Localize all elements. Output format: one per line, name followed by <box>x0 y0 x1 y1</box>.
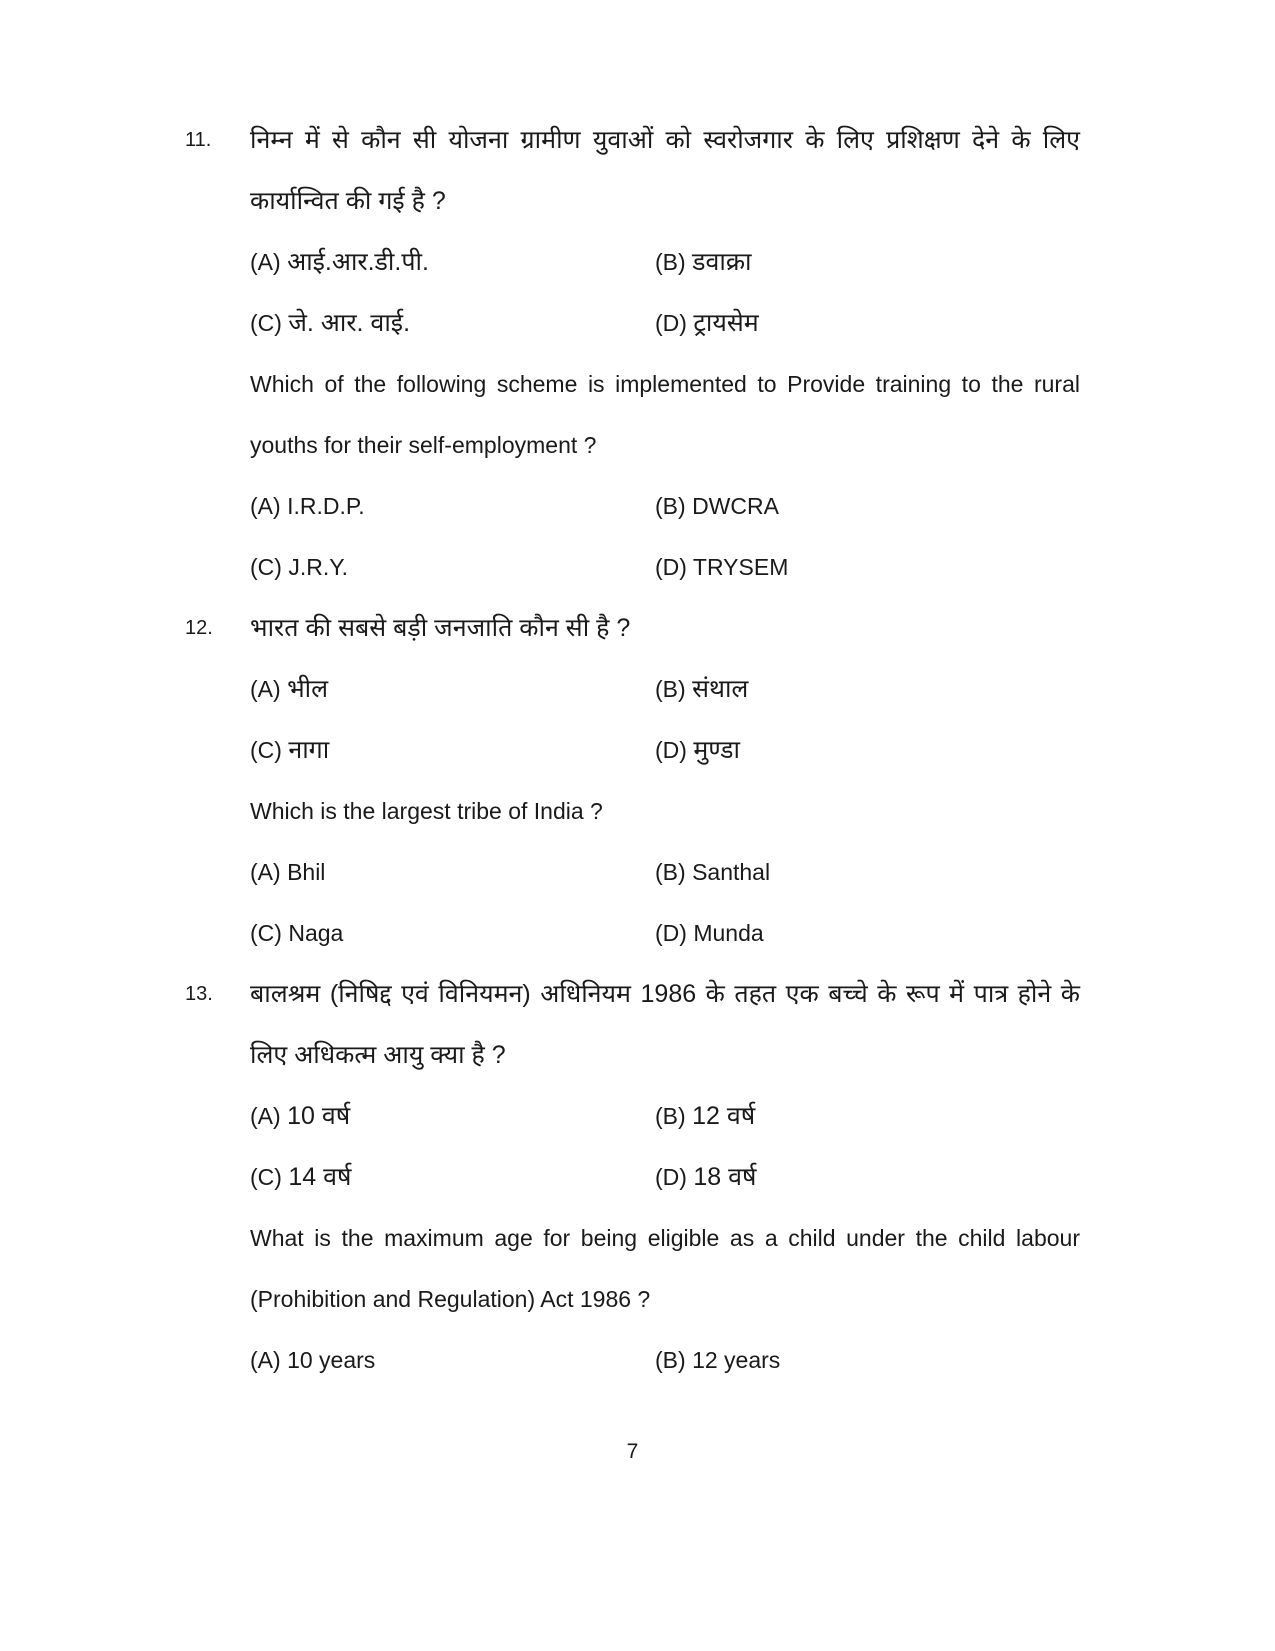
option-text: आई.आर.डी.पी. <box>287 248 429 276</box>
option-text: I.R.D.P. <box>287 493 365 519</box>
option-label: (D) <box>655 737 687 763</box>
option-text: Munda <box>693 920 764 946</box>
option-a <box>250 476 655 537</box>
option-label: (D) <box>655 1164 687 1190</box>
option-label: (B) <box>655 859 686 885</box>
option-c <box>250 1147 655 1208</box>
option-label: (C) <box>250 1164 282 1190</box>
question-number: 13. <box>185 983 213 1005</box>
option-c <box>250 293 655 354</box>
option-label: (A) <box>250 493 281 519</box>
option-b <box>655 232 1080 293</box>
question-number: 12. <box>185 617 213 639</box>
options-english <box>250 842 1080 964</box>
question-text-english: Which of the following scheme is implemented to Provide training to the rural youths for their self-employment ? <box>250 371 1080 458</box>
option-text: J.R.Y. <box>288 554 348 580</box>
option-text: 18 वर्ष <box>693 1163 757 1191</box>
option-a <box>250 1086 655 1147</box>
option-label: (D) <box>655 554 687 580</box>
options-hindi <box>250 659 1080 781</box>
option-text: Bhil <box>287 859 326 885</box>
page-number: 7 <box>626 1440 639 1463</box>
option-label: (B) <box>655 249 686 275</box>
option-c <box>250 903 655 964</box>
options-hindi <box>250 1086 1080 1208</box>
option-text: 10 वर्ष <box>287 1102 351 1130</box>
option-a <box>250 659 655 720</box>
option-c <box>250 720 655 781</box>
option-label: (A) <box>250 1103 281 1129</box>
option-d <box>655 720 1080 781</box>
option-text: DWCRA <box>692 493 779 519</box>
option-b <box>655 1086 1080 1147</box>
option-label: (C) <box>250 737 282 763</box>
option-b <box>655 1330 1080 1391</box>
option-text: भील <box>287 675 329 703</box>
question-text-english: What is the maximum age for being eligible as a child under the child labour (Prohibition and Regulation) Act 1986 ? <box>250 1225 1080 1312</box>
options-hindi <box>250 232 1080 354</box>
option-c <box>250 537 655 598</box>
option-text: Santhal <box>692 859 771 885</box>
option-b <box>655 476 1080 537</box>
option-a <box>250 842 655 903</box>
option-text: Naga <box>288 920 344 946</box>
option-label: (B) <box>655 1103 686 1129</box>
option-label: (C) <box>250 310 282 336</box>
option-text: मुण्डा <box>693 736 741 764</box>
option-text: TRYSEM <box>692 554 789 580</box>
option-label: (D) <box>655 920 687 946</box>
option-label: (A) <box>250 676 281 702</box>
option-b <box>655 842 1080 903</box>
option-d <box>655 903 1080 964</box>
option-text: 12 वर्ष <box>692 1102 756 1130</box>
option-text: नागा <box>288 736 330 764</box>
option-label: (D) <box>655 310 687 336</box>
question-text-hindi: भारत की सबसे बड़ी जनजाति कौन सी है ? <box>250 614 631 642</box>
question-block <box>185 964 1080 1391</box>
option-text: जे. आर. वाई. <box>288 309 411 337</box>
option-text: डवाक्रा <box>692 248 752 276</box>
option-label: (C) <box>250 920 282 946</box>
question-block <box>185 110 1080 598</box>
question-header <box>185 598 1080 659</box>
option-label: (C) <box>250 554 282 580</box>
option-label: (A) <box>250 1347 281 1373</box>
option-label: (A) <box>250 249 281 275</box>
option-text: 10 years <box>287 1347 376 1373</box>
question-text-english: Which is the largest tribe of India ? <box>250 798 603 824</box>
option-a <box>250 1330 655 1391</box>
option-label: (A) <box>250 859 281 885</box>
question-header <box>185 964 1080 1086</box>
option-label: (B) <box>655 676 686 702</box>
question-header <box>185 110 1080 232</box>
option-b <box>655 659 1080 720</box>
question-text-hindi: निम्न में से कौन सी योजना ग्रामीण युवाओं को स्वरोजगार के लिए प्रशिक्षण देने के लिए कार्यान्वित की गई है ? <box>250 126 1080 215</box>
option-label: (B) <box>655 1347 686 1373</box>
options-english <box>250 476 1080 598</box>
option-d <box>655 293 1080 354</box>
option-text: 14 वर्ष <box>288 1163 352 1191</box>
options-english <box>250 1330 1080 1391</box>
questions-container <box>185 110 1080 1391</box>
option-d <box>655 537 1080 598</box>
option-a <box>250 232 655 293</box>
option-text: 12 years <box>692 1347 781 1373</box>
question-number: 11. <box>185 129 212 151</box>
option-text: संथाल <box>692 675 749 703</box>
question-block <box>185 598 1080 964</box>
question-text-hindi: बालश्रम (निषिद्द एवं विनियमन) अधिनियम 1986 के तहत एक बच्चे के रूप में पात्र होने के लिए अधिकत्म आयु क्या है ? <box>250 980 1080 1069</box>
option-label: (B) <box>655 493 686 519</box>
option-d <box>655 1147 1080 1208</box>
option-text: ट्रायसेम <box>693 309 759 337</box>
